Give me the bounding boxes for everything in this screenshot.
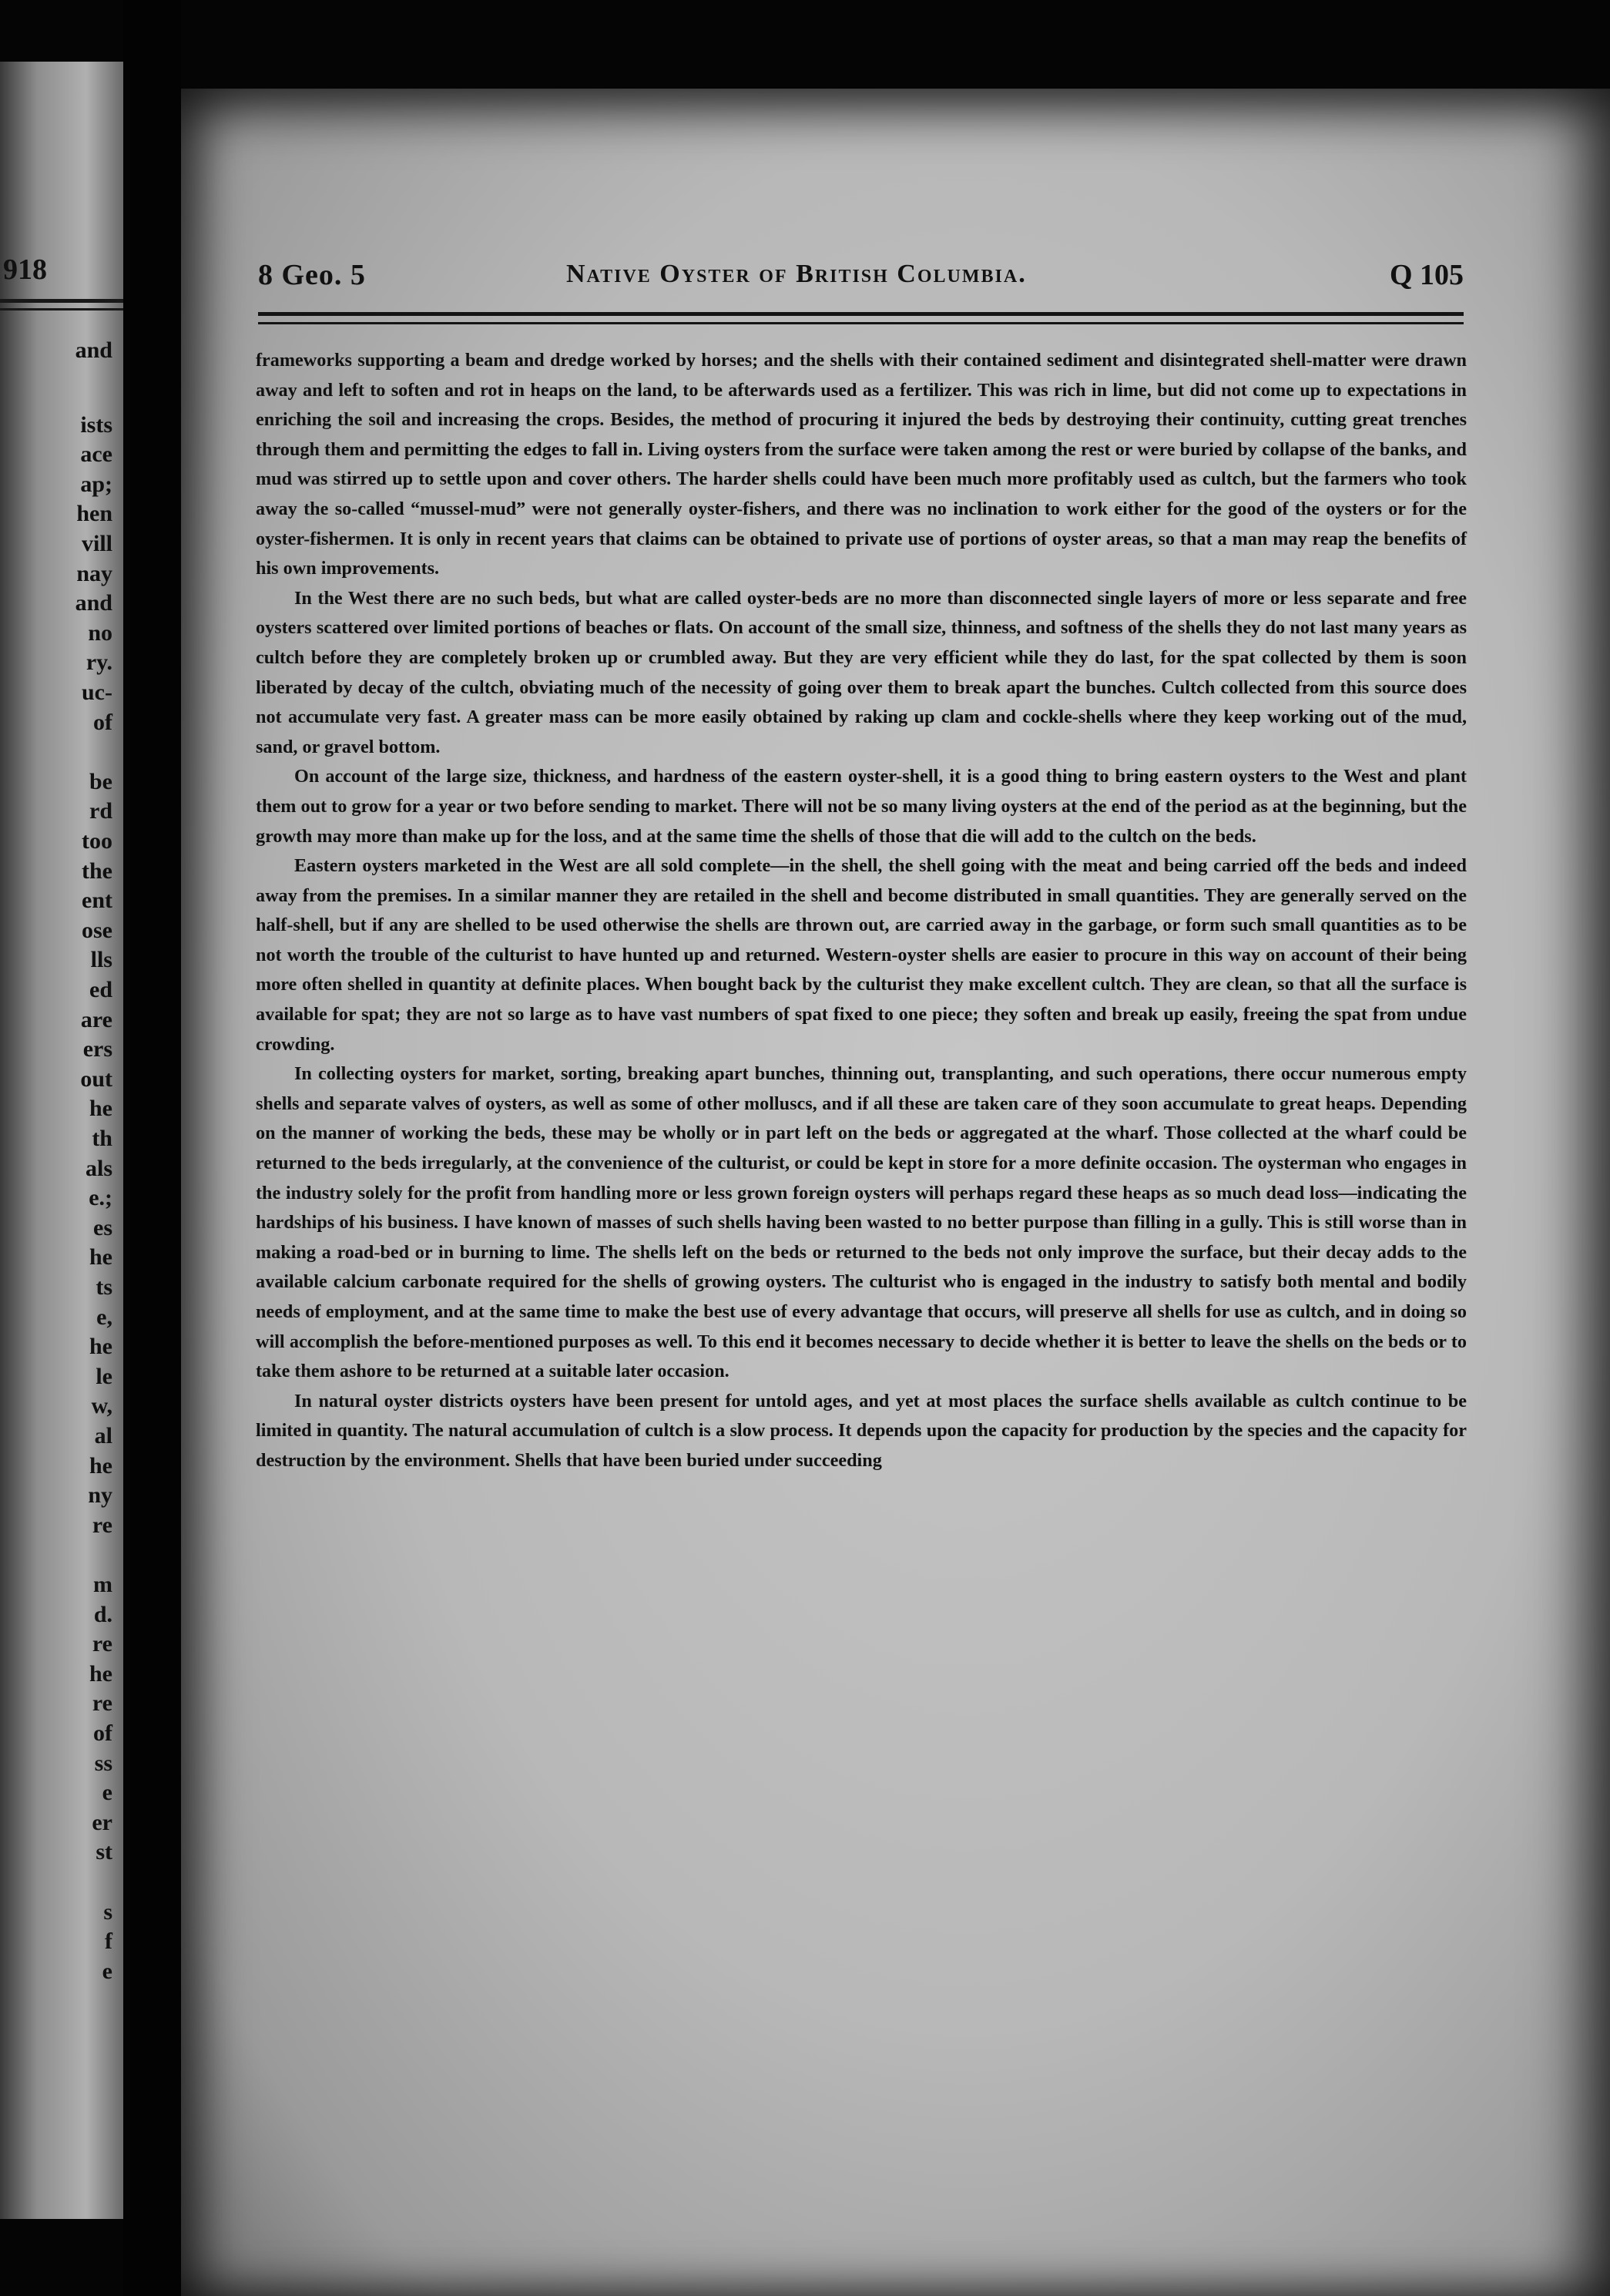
paragraph: Eastern oysters marketed in the West are all sold complete—in the shell, the shell going with the meat and being carried off the beds and indeed away from the premises. In a similar manner they are retailed in the shell and become distributed in small quantities. They are generally served on the half-shell, but if any are shelled to be used otherwise the shells are thrown out, are carried away in the garbage, or form such small quantities as to be not worth the trouble of the culturist to have hunted up and returned. Western-oyster shells are easier to procure in this way on account of their being more often shelled in quantity at definite places. When bought back by the culturist they make excellent cultch. They are clean, so that all the surface is available for spat; they are not so large as to have vast numbers of spat fixed to one piece; they soften and break up easily, freeing the spat from undue crowding. [256, 855, 1467, 1055]
adjacent-page-fragment-text: uc- [82, 679, 112, 705]
adjacent-page-fragment-text: th [92, 1125, 112, 1151]
adjacent-page-fragment-text: er [92, 1809, 112, 1835]
adjacent-page-fragment-text: d. [93, 1601, 112, 1627]
adjacent-page-fragment [0, 62, 123, 2219]
adjacent-page-fragment-text: be [89, 768, 112, 794]
adjacent-page-fragment-text: e, [96, 1304, 112, 1330]
adjacent-page-fragment-text: and [75, 590, 112, 616]
header-rule-thin [258, 322, 1464, 324]
adjacent-page-fragment-text: es [93, 1214, 112, 1240]
adjacent-page-fragment-text: hen [76, 501, 112, 527]
adjacent-page-fragment-text: e [102, 1780, 112, 1806]
document-page [181, 89, 1610, 2296]
paragraph: In natural oyster districts oysters have been present for untold ages, and yet at most places the surface shells available as cultch continue to be limited in quantity. The natural accumulation of cultch is a slow process. It depends upon the capacity for production by the species and the capacity for destruction by the environment. Shells that have been buried under succeeding [256, 1390, 1467, 1471]
adjacent-page-fragment-text: e.; [89, 1185, 112, 1211]
adjacent-page-fragment-text: of [93, 1720, 112, 1746]
adjacent-page-rule [0, 308, 123, 310]
adjacent-page-fragment-text: m [93, 1571, 112, 1597]
adjacent-page-fragment-text: rd [89, 798, 112, 824]
paragraph: In collecting oysters for market, sorting, breaking apart bunches, thinning out, transplanting, and such operations, there occur numerous empty shells and separate valves of oysters, as well as some of other molluscs, and if all these are taken care of they soon accumulate to great heaps. Depending on the manner of working the beds, these may be wholly or in part left on the beds or aggregated at the wharf. Those collected at the wharf could be returned to the beds irregularly, at the convenience of the culturist, or could be kept in store for a more definite occasion. The oysterman who engages in the industry solely for the profit from handling more or less grown foreign oysters will perhaps regard these heaps as so much dead loss—indicating the hardships of his business. I have known of masses of such shells having been wasted to no better purpose than filling in a gully. This is still worse than in making a road-bed or in burning to lime. The shells left on the beds or returned to the beds not only improve the surface, but their decay adds to the available calcium carbonate required for the shells of growing oysters. The culturist who is engaged in the industry to satisfy both mental and bodily needs of employment, and at the same time to make the best use of every advantage that occurs, will preserve all shells for use as cultch, and in doing so will accomplish the before-mentioned purposes as well. To this end it becomes necessary to decide whether it is better to leave the shells on the beds or to take them ashore to be returned at a suitable later occasion. [256, 1063, 1467, 1382]
adjacent-page-fragment-text: and [75, 337, 112, 363]
adjacent-page-fragment-text: re [92, 1631, 112, 1657]
adjacent-page-fragment-text: re [92, 1512, 112, 1538]
adjacent-page-fragment-text: re [92, 1690, 112, 1717]
header-rule-thick [258, 312, 1464, 316]
adjacent-page-fragment-text: he [89, 1244, 112, 1271]
adjacent-page-fragment-text: out [80, 1066, 112, 1092]
paragraph: On account of the large size, thickness, and hardness of the eastern oyster-shell, it is a good thing to bring eastern oysters to the West and plant them out to grow for a year or two before sending to market. There will not be so many living oysters at the end of the period as at the beginning, but the growth may more than make up for the loss, and at the same time the shells of those that die will add to the cultch on the beds. [256, 766, 1467, 847]
header-title: Native Oyster of British Columbia. [566, 260, 1027, 288]
adjacent-page-fragment-text: st [96, 1839, 112, 1865]
adjacent-page-fragment-text: nay [76, 560, 112, 586]
adjacent-page-year: 918 [3, 253, 47, 286]
adjacent-page-fragment-text: lls [90, 947, 112, 973]
adjacent-page-fragment-text: ed [89, 976, 112, 1002]
adjacent-page-fragment-text: he [89, 1334, 112, 1360]
adjacent-page-fragment-text: no [88, 619, 112, 646]
adjacent-page-fragment-text: of [93, 709, 112, 735]
adjacent-page-fragment-text: f [105, 1928, 112, 1955]
header-session: 8 Geo. 5 [258, 259, 366, 291]
adjacent-page-fragment-text: ap; [80, 471, 112, 497]
adjacent-page-fragment-text: ss [94, 1750, 112, 1776]
adjacent-page-fragment-text: ose [82, 917, 112, 943]
adjacent-page-fragment-text: als [85, 1155, 112, 1181]
running-header [258, 258, 1464, 297]
adjacent-page-fragment-text: ry. [86, 650, 112, 676]
header-page-number: Q 105 [1389, 259, 1464, 291]
adjacent-page-fragment-text: al [94, 1422, 112, 1448]
adjacent-page-fragment-text: le [96, 1363, 112, 1389]
adjacent-page-fragment-text: ent [82, 888, 112, 914]
adjacent-page-fragment-text: ts [96, 1274, 112, 1300]
adjacent-page-fragment-text: ists [80, 411, 112, 438]
adjacent-page-fragment-text: too [82, 827, 112, 854]
adjacent-page-fragment-text: ny [88, 1482, 112, 1509]
paragraph: frameworks supporting a beam and dredge worked by horses; and the shells with their contained sediment and disintegrated shell-matter were drawn away and left to soften and rot in heaps on the land, to be afterwards used as a fertilizer. This was rich in lime, but did not come up to expectations in enriching the soil and increasing the crops. Besides, the method of procuring it injured the beds by destroying their continuity, cutting great trenches through them and permitting the edges to fall in. Living oysters from the surface were taken among the rest or were buried by collapse of the banks, and mud was stirred up to settle upon and cover others. The harder shells could have been much more profitably used as cultch, but the farmers who took away the so-called “mussel-mud” were not generally oyster-fishers, and there was no inclination to work either for the good of the oysters or for the oyster-fishermen. It is only in recent years that claims can be obtained to private use of portions of oyster areas, so that a man may reap the benefits of his own improvements. [256, 350, 1467, 579]
adjacent-page-fragment-text: s [103, 1898, 112, 1925]
adjacent-page-fragment-text: w, [91, 1393, 112, 1419]
paragraph: In the West there are no such beds, but what are called oyster-beds are no more than disconnected single layers of more or less separate and free oysters scattered over limited portions of beaches or flats. On account of the small size, thinness, and softness of the shells they do not last many years as cultch before they are completely broken up or crumbled away. But they are very efficient while they do last, for the spat collected by them is soon liberated by decay of the cultch, obviating much of the necessity of going over them to break apart the bunches. Cultch collected from this source does not accumulate very fast. A greater mass can be more easily obtained by raking up clam and cockle-shells where they keep working out of the mud, sand, or gravel bottom. [256, 587, 1467, 757]
adjacent-page-fragment-text: are [80, 1006, 112, 1032]
adjacent-page-fragment-text: the [82, 858, 112, 884]
adjacent-page-fragment-text: he [89, 1096, 112, 1122]
adjacent-page-fragment-text: he [89, 1660, 112, 1687]
adjacent-page-fragment-text: he [89, 1452, 112, 1479]
adjacent-page-fragment-text: ace [80, 441, 112, 468]
body-text [256, 346, 1467, 1476]
adjacent-page-fragment-text: ers [82, 1036, 112, 1062]
adjacent-page-fragment-text: e [102, 1958, 112, 1984]
book-gutter [123, 0, 181, 2296]
adjacent-page-rule [0, 299, 123, 303]
adjacent-page-fragment-text: vill [81, 530, 112, 556]
